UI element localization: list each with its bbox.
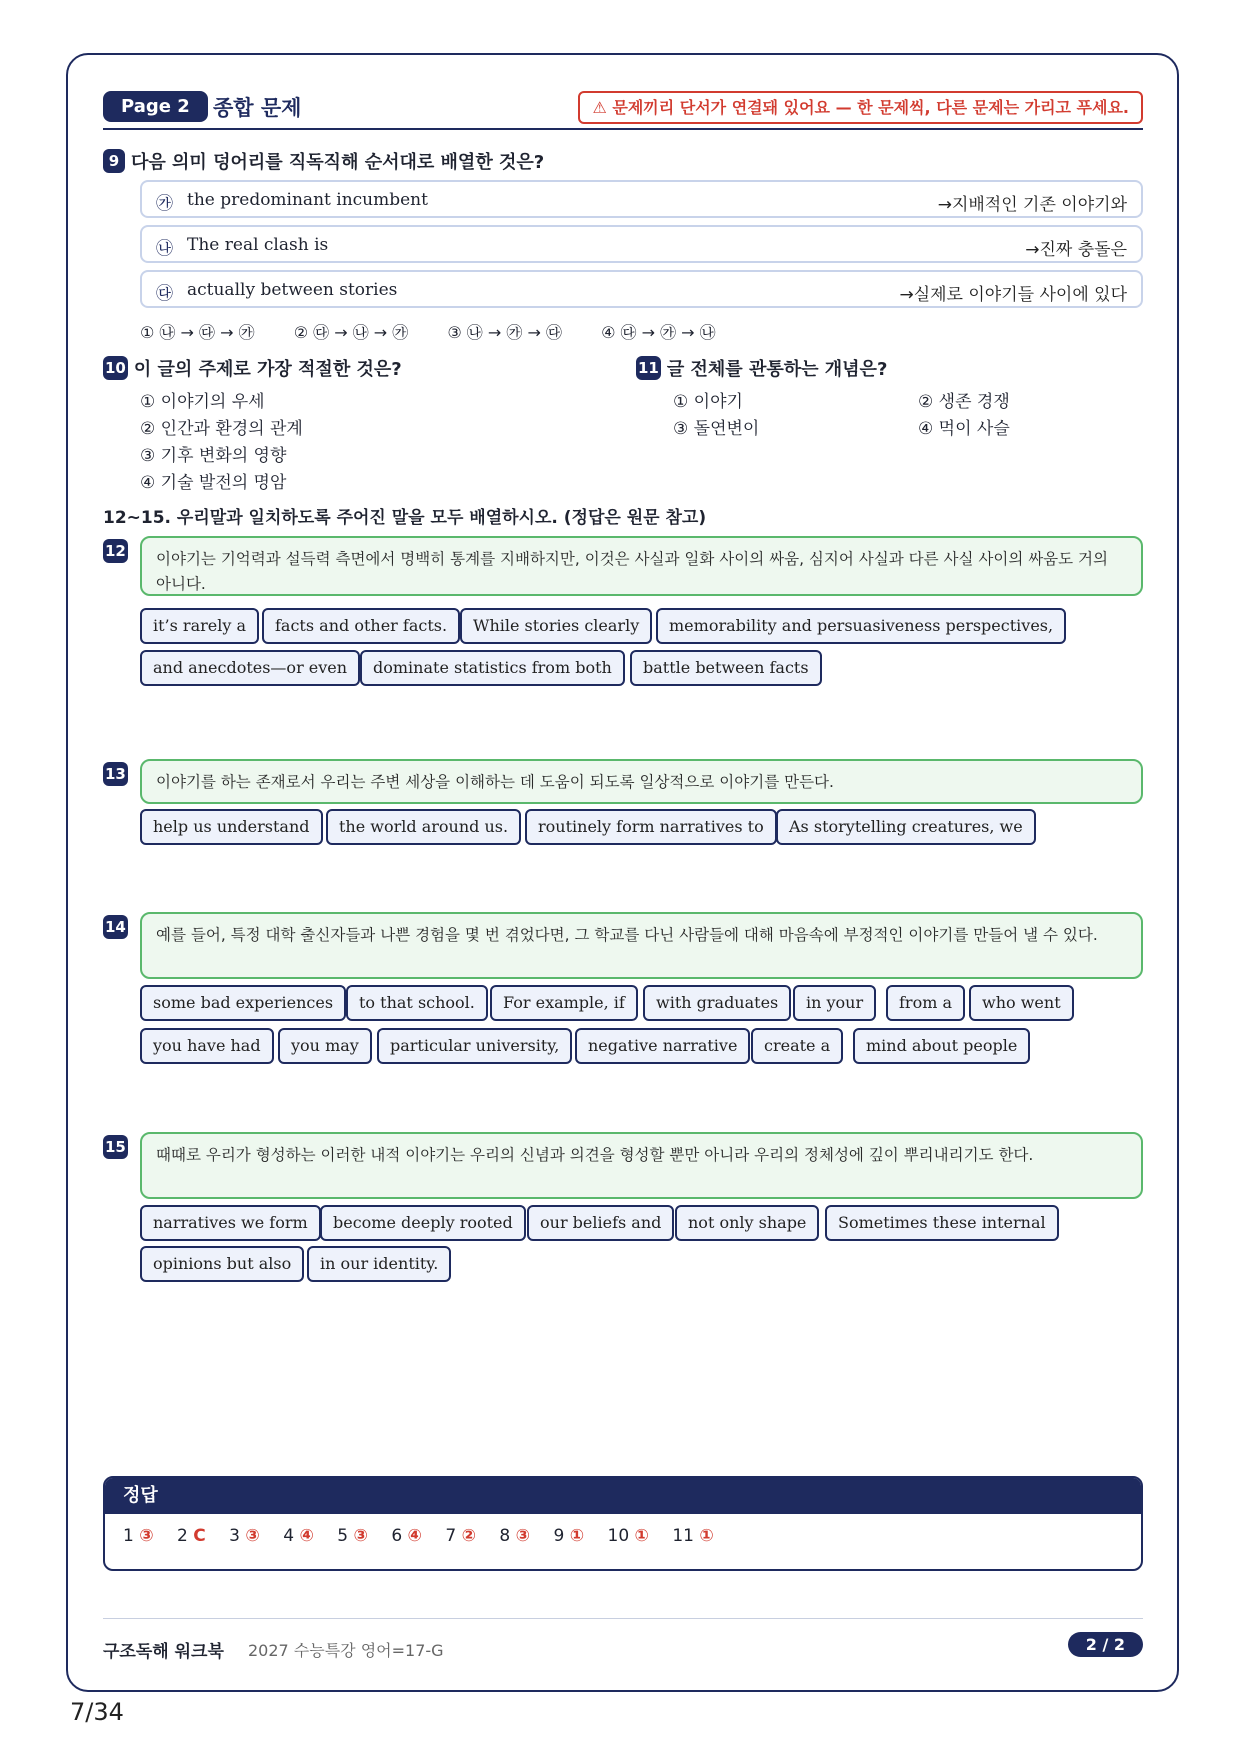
chunk-label: ㉮ [156,194,173,214]
word-tile[interactable]: create a [751,1028,843,1064]
question-10 [103,355,402,381]
word-tile[interactable]: in your [793,985,876,1021]
question-number: 9 [103,149,125,173]
chunk-row [140,225,1143,263]
option[interactable]: ② 생존 경쟁 [918,392,1010,412]
word-tile[interactable]: from a [886,985,965,1021]
word-tile[interactable]: negative narrative [575,1028,750,1064]
word-tile[interactable]: help us understand [140,809,323,845]
question-number: 13 [103,762,128,786]
word-tile[interactable]: memorability and persuasiveness perspectives, [656,608,1066,644]
question-text: 이 글의 주제로 가장 적절한 것은? [133,359,402,380]
q9-options [140,320,750,343]
option[interactable]: ② ㉰ → ㉯ → ㉮ [293,323,409,342]
option[interactable]: ③ 기후 변화의 영향 [140,446,287,466]
option[interactable]: ③ 돌연변이 [673,419,760,439]
worksheet-content [103,90,1143,1662]
option[interactable]: ① 이야기의 우세 [140,392,265,412]
word-tile[interactable]: you may [278,1028,372,1064]
korean-prompt: 이야기는 기억력과 설득력 측면에서 명백히 통계를 지배하지만, 이것은 사실과 일화 사이의 싸움, 심지어 사실과 다른 사실 사이의 싸움도 거의 아니다. [140,536,1143,596]
word-tile[interactable]: our beliefs and [527,1205,674,1241]
chunk-row [140,270,1143,308]
answer-item: 7 ② [445,1526,476,1546]
option[interactable]: ① 이야기 [673,392,743,412]
option[interactable]: ④ ㉰ → ㉮ → ㉯ [601,323,716,342]
answer-item: 4 ④ [283,1526,314,1546]
word-tile[interactable]: While stories clearly [460,608,652,644]
word-tile[interactable]: and anecdotes—or even [140,650,360,686]
word-tile[interactable]: For example, if [490,985,638,1021]
answer-list [105,1514,1141,1546]
answer-item: 1 ③ [123,1526,154,1546]
question-number: 14 [103,915,128,939]
word-tile[interactable]: mind about people [853,1028,1030,1064]
word-tile[interactable]: routinely form narratives to [525,809,777,845]
option[interactable]: ③ ㉯ → ㉮ → ㉰ [447,323,562,342]
answer-item: 9 ① [553,1526,585,1546]
question-text: 다음 의미 덩어리를 직독직해 순서대로 배열한 것은? [131,152,545,173]
option[interactable]: ④ 기술 발전의 명암 [140,473,287,493]
option[interactable]: ① ㉯ → ㉰ → ㉮ [140,323,255,342]
question-number: 11 [636,356,661,380]
word-tile[interactable]: facts and other facts. [262,608,460,644]
chunk-korean: →실제로 이야기들 사이에 있다 [899,285,1127,305]
answer-item: 5 ③ [337,1526,368,1546]
question-number: 15 [103,1135,128,1159]
korean-prompt: 이야기를 하는 존재로서 우리는 주변 세상을 이해하는 데 도움이 되도록 일상적으로 이야기를 만든다. [140,759,1143,804]
chunk-english: the predominant incumbent [187,190,428,210]
answer-item: 11 ① [672,1526,714,1546]
answer-item: 3 ③ [229,1526,260,1546]
section-title: 12~15. 우리말과 일치하도록 주어진 말을 모두 배열하시오. (정답은 원문 참고) [103,508,707,528]
word-tile[interactable]: As storytelling creatures, we [776,809,1036,845]
word-tile[interactable]: dominate statistics from both [360,650,625,686]
word-tile[interactable]: some bad experiences [140,985,346,1021]
page-badge: Page 2 [103,91,208,122]
answer-item: 8 ③ [499,1526,531,1546]
word-tile[interactable]: you have had [140,1028,274,1064]
question-number: 12 [103,539,128,563]
answer-item: 10 ① [607,1526,649,1546]
chunk-label: ㉰ [156,284,173,304]
page-title: 종합 문제 [213,96,302,120]
option[interactable]: ④ 먹이 사슬 [918,419,1010,439]
answer-item: 2 C [177,1526,206,1546]
word-tile[interactable]: Sometimes these internal [825,1205,1059,1241]
word-tile[interactable]: in our identity. [307,1246,451,1282]
word-tile[interactable]: opinions but also [140,1246,304,1282]
footer-subtitle: 2027 수능특강 영어=17-G [248,1641,444,1660]
korean-prompt: 때때로 우리가 형성하는 이러한 내적 이야기는 우리의 신념과 의견을 형성할 뿐만 아니라 우리의 정체성에 깊이 뿌리내리기도 한다. [140,1132,1143,1199]
word-tile[interactable]: become deeply rooted [320,1205,526,1241]
footer-brand: 구조독해 워크북 [103,1642,224,1662]
word-tile[interactable]: battle between facts [630,650,822,686]
word-tile[interactable]: the world around us. [326,809,521,845]
question-11 [636,355,887,381]
word-tile[interactable]: who went [969,985,1074,1021]
word-tile[interactable]: not only shape [675,1205,819,1241]
chunk-english: The real clash is [187,235,329,255]
word-tile[interactable]: narratives we form [140,1205,321,1241]
chunk-row [140,180,1143,218]
answer-key [103,1476,1143,1571]
chunk-korean: →지배적인 기존 이야기와 [937,195,1127,215]
footer-page-badge: 2 / 2 [1068,1632,1143,1657]
chunk-english: actually between stories [187,280,398,300]
answer-item: 6 ④ [391,1526,422,1546]
word-tile[interactable]: with graduates [643,985,791,1021]
pdf-page-counter: 7/34 [70,1698,124,1726]
word-tile[interactable]: particular university, [377,1028,572,1064]
word-tile[interactable]: to that school. [346,985,488,1021]
question-text: 글 전체를 관통하는 개념은? [666,359,888,380]
page-footer [103,1618,1143,1669]
chunk-label: ㉯ [156,239,173,259]
chunk-korean: →진짜 충돌은 [1025,240,1127,260]
option[interactable]: ② 인간과 환경의 관계 [140,419,303,439]
warning-banner: ⚠ 문제끼리 단서가 연결돼 있어요 — 한 문제씩, 다른 문제는 가리고 푸세요. [578,91,1143,124]
page-header [103,90,1143,130]
answer-key-title: 정답 [105,1478,1141,1514]
question-9 [103,148,544,174]
word-tile[interactable]: it’s rarely a [140,608,259,644]
korean-prompt: 예를 들어, 특정 대학 출신자들과 나쁜 경험을 몇 번 겪었다면, 그 학교를 다닌 사람들에 대해 마음속에 부정적인 이야기를 만들어 낼 수 있다. [140,912,1143,979]
question-number: 10 [103,356,128,380]
